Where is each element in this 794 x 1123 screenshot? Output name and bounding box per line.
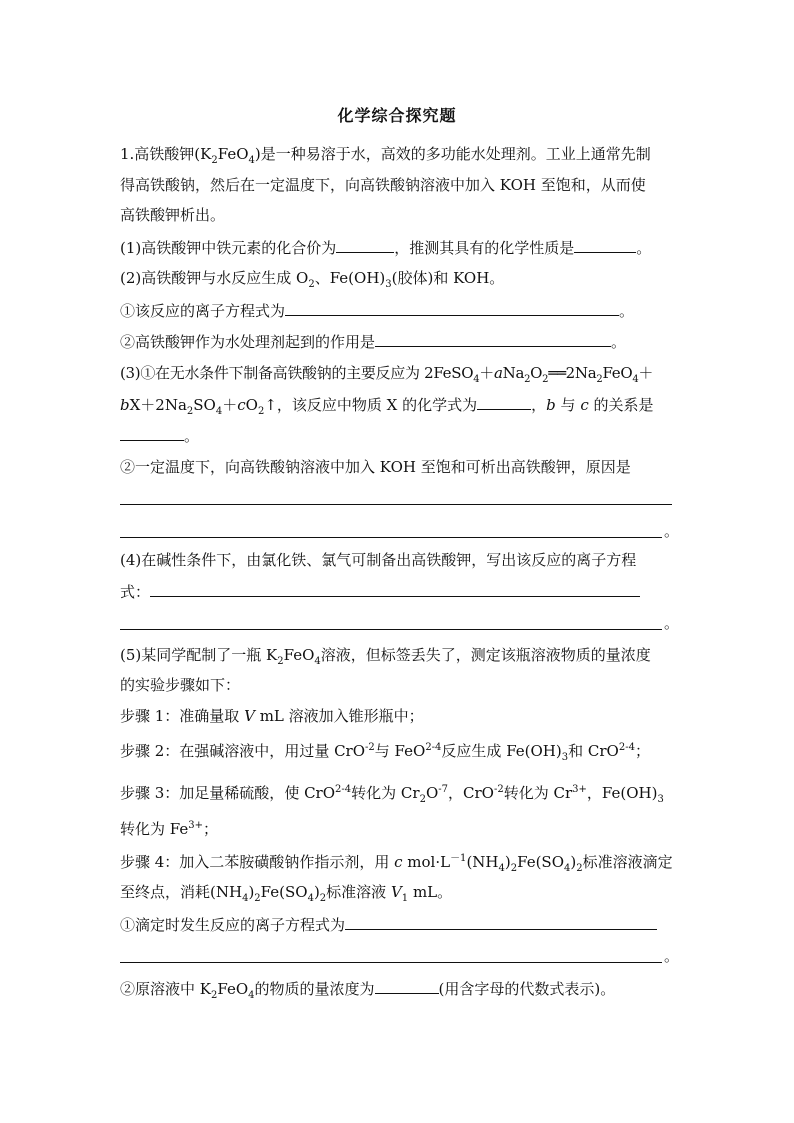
text: FeO (217, 145, 249, 163)
superscript: 2-4 (425, 742, 442, 753)
answer-line[interactable] (120, 537, 662, 538)
subscript: 2 (510, 863, 518, 874)
text: FeO (602, 364, 633, 382)
subscript: 2 (596, 374, 603, 385)
question-4-line-1: (4)在碱性条件下，由氯化铁、氯气可制备出高铁酸钾，写出该反应的离子方程 (120, 551, 637, 569)
text: mL 溶液加入锥形瓶中； (254, 707, 424, 725)
superscript: -2 (365, 742, 375, 753)
step-3-line-2 (120, 818, 675, 840)
text: Fe(SO (260, 883, 308, 901)
variable: b (546, 396, 556, 414)
text: (5)某同学配制了一瓶 K (120, 646, 278, 664)
subscript: 2 (308, 279, 315, 290)
text: O (245, 396, 258, 414)
subscript: 4 (473, 374, 480, 385)
text: 溶液，但标签丢失了，测定该瓶溶液物质的量浓度 (320, 646, 651, 664)
text: ②原溶液中 K (120, 980, 211, 998)
text: ，CrO (448, 784, 494, 802)
step-4-line-2 (120, 881, 675, 903)
text: 转化为 Cr (503, 784, 573, 802)
subscript: 4 (307, 893, 314, 904)
question-5-part-1 (120, 913, 675, 936)
intro-line-3: 高铁酸钾析出。 (120, 206, 226, 224)
subscript: 2 (319, 893, 327, 904)
subscript: 4 (314, 656, 321, 667)
variable: V (244, 707, 255, 725)
variable: c (580, 396, 589, 414)
subscript: 4 (498, 863, 505, 874)
text: 式： (120, 583, 151, 601)
text: 标准溶液滴定 (582, 853, 673, 871)
text: ； (202, 820, 218, 838)
superscript: -7 (438, 784, 448, 795)
step-4-line-1 (120, 851, 675, 873)
text: Na (502, 364, 525, 382)
text: ，推测其具有的化学性质是 (394, 239, 575, 257)
answer-blank[interactable] (120, 424, 184, 441)
question-5-part-2 (120, 977, 675, 1000)
subscript: 3 (385, 279, 392, 290)
text: ) (313, 883, 320, 901)
subscript: 2 (524, 374, 531, 385)
text: ) (248, 883, 255, 901)
text: (用含字母的代数式表示)。 (438, 980, 616, 998)
superscript: －1 (450, 853, 467, 864)
answer-blank[interactable] (285, 299, 619, 316)
text: ； (634, 742, 650, 760)
text: 至终点，消耗(NH (120, 883, 243, 901)
text: 、Fe(OH) (314, 269, 386, 287)
text: )是一种易溶于水，高效的多功能水处理剂。工业上通常先制 (254, 145, 651, 163)
question-4-line-2 (120, 580, 675, 603)
subscript: 2 (419, 794, 426, 805)
answer-blank[interactable] (345, 913, 657, 930)
text: mL。 (408, 883, 453, 901)
text: (NH (466, 853, 499, 871)
text: FeO (217, 980, 249, 998)
question-2 (120, 267, 675, 289)
answer-blank[interactable] (477, 393, 531, 410)
answer-blank[interactable] (375, 977, 439, 994)
answer-blank[interactable] (336, 236, 394, 253)
answer-blank[interactable] (375, 330, 611, 347)
text: 标准溶液 (326, 883, 391, 901)
text: Fe(SO (517, 853, 564, 871)
text: ＋ (222, 396, 238, 414)
answer-blank[interactable] (574, 236, 636, 253)
text: 。 (611, 333, 627, 351)
text: ＋ (638, 364, 654, 382)
question-1 (120, 236, 675, 259)
subscript: 2 (576, 863, 583, 874)
step-3-line-1 (120, 782, 675, 804)
text: ①该反应的离子方程式为 (120, 302, 286, 320)
intro-line-1 (120, 143, 675, 165)
question-3-part-2: ②一定温度下，向高铁酸钠溶液中加入 KOH 至饱和可析出高铁酸钾，原因是 (120, 458, 631, 476)
text: X＋2Na (129, 396, 187, 414)
text: ══2Na (548, 364, 597, 382)
superscript: -2 (493, 784, 504, 795)
text: (2)高铁酸钾与水反应生成 O (120, 269, 309, 287)
variable: c (394, 853, 403, 871)
subscript: 2 (254, 893, 261, 904)
subscript: 3 (657, 794, 664, 805)
subscript: 2 (210, 990, 218, 1001)
answer-blank[interactable] (150, 580, 640, 597)
text: (1)高铁酸钾中铁元素的化合价为 (120, 239, 337, 257)
text: ②高铁酸钾作为水处理剂起到的作用是 (120, 333, 376, 351)
text: ) (570, 853, 577, 871)
text: 反应生成 Fe(OH) (441, 742, 562, 760)
answer-line[interactable] (120, 962, 662, 963)
period: 。 (664, 614, 680, 632)
superscript: 2-4 (335, 784, 352, 795)
subscript: 4 (248, 990, 255, 1001)
intro-line-2: 得高铁酸钠，然后在一定温度下，向高铁酸钠溶液中加入 KOH 至饱和，从而使 (120, 176, 646, 194)
subscript: 1 (401, 893, 409, 904)
text: 与 (555, 396, 581, 414)
text: (胶体)和 KOH。 (391, 269, 505, 287)
superscript: 2-4 (618, 742, 635, 753)
question-2-part-2 (120, 330, 675, 353)
text: FeO (283, 646, 315, 664)
superscript: 3+ (572, 784, 587, 795)
text: O (425, 784, 439, 802)
period: 。 (664, 522, 680, 540)
text: O (530, 364, 543, 382)
question-3-line-1 (120, 362, 675, 384)
answer-line[interactable] (120, 629, 662, 630)
text: 步骤 2：在强碱溶液中，用过量 CrO (120, 742, 366, 760)
text: 步骤 3：加足量稀硫酸，使 CrO (120, 784, 336, 802)
question-3-line-3 (120, 424, 675, 447)
variable: b (120, 396, 130, 414)
question-3-line-2 (120, 393, 675, 416)
text: 步骤 1：准确量取 (120, 707, 245, 725)
subscript: 4 (248, 155, 255, 166)
subscript: 4 (215, 406, 223, 417)
text: 。 (636, 239, 652, 257)
subscript: 2 (211, 155, 218, 166)
step-1 (120, 705, 675, 727)
text: 转化为 Fe (120, 820, 189, 838)
text: 步骤 4：加入二苯胺磺酸钠作指示剂，用 (120, 853, 395, 871)
period: 。 (664, 947, 680, 965)
text: ＋ (479, 364, 494, 382)
question-2-part-1 (120, 299, 675, 322)
text: ，Fe(OH) (586, 784, 658, 802)
text: 1.高铁酸钾(K (120, 145, 212, 163)
text: 和 CrO (568, 742, 619, 760)
text: 转化为 Cr (351, 784, 420, 802)
text: ↑，该反应中物质 X 的化学式为 (264, 396, 478, 414)
subscript: 4 (242, 893, 249, 904)
text: ) (504, 853, 511, 871)
question-5-line-1 (120, 644, 675, 666)
step-2 (120, 740, 675, 762)
text: mol·L (402, 853, 451, 871)
answer-line[interactable] (120, 504, 672, 505)
text: ， (531, 396, 547, 414)
subscript: 3 (561, 752, 569, 763)
subscript: 2 (277, 656, 284, 667)
text: ①滴定时发生反应的离子方程式为 (120, 916, 346, 934)
page-title: 化学综合探究题 (337, 106, 457, 125)
text: 。 (619, 302, 635, 320)
text: (3)①在无水条件下制备高铁酸钠的主要反应为 2FeSO (120, 364, 474, 382)
subscript: 4 (564, 863, 571, 874)
text: SO (193, 396, 216, 414)
superscript: 3+ (188, 820, 203, 831)
subscript: 2 (257, 406, 265, 417)
text: 的关系是 (588, 396, 654, 414)
subscript: 2 (542, 374, 549, 385)
variable: c (237, 396, 246, 414)
question-5-line-2: 的实验步骤如下： (120, 676, 241, 694)
text: 。 (184, 427, 200, 445)
text: 与 FeO (374, 742, 426, 760)
variable: a (493, 364, 503, 382)
subscript: 2 (186, 406, 194, 417)
subscript: 4 (632, 374, 639, 385)
text: 的物质的量浓度为 (254, 980, 375, 998)
variable: V (390, 883, 402, 901)
